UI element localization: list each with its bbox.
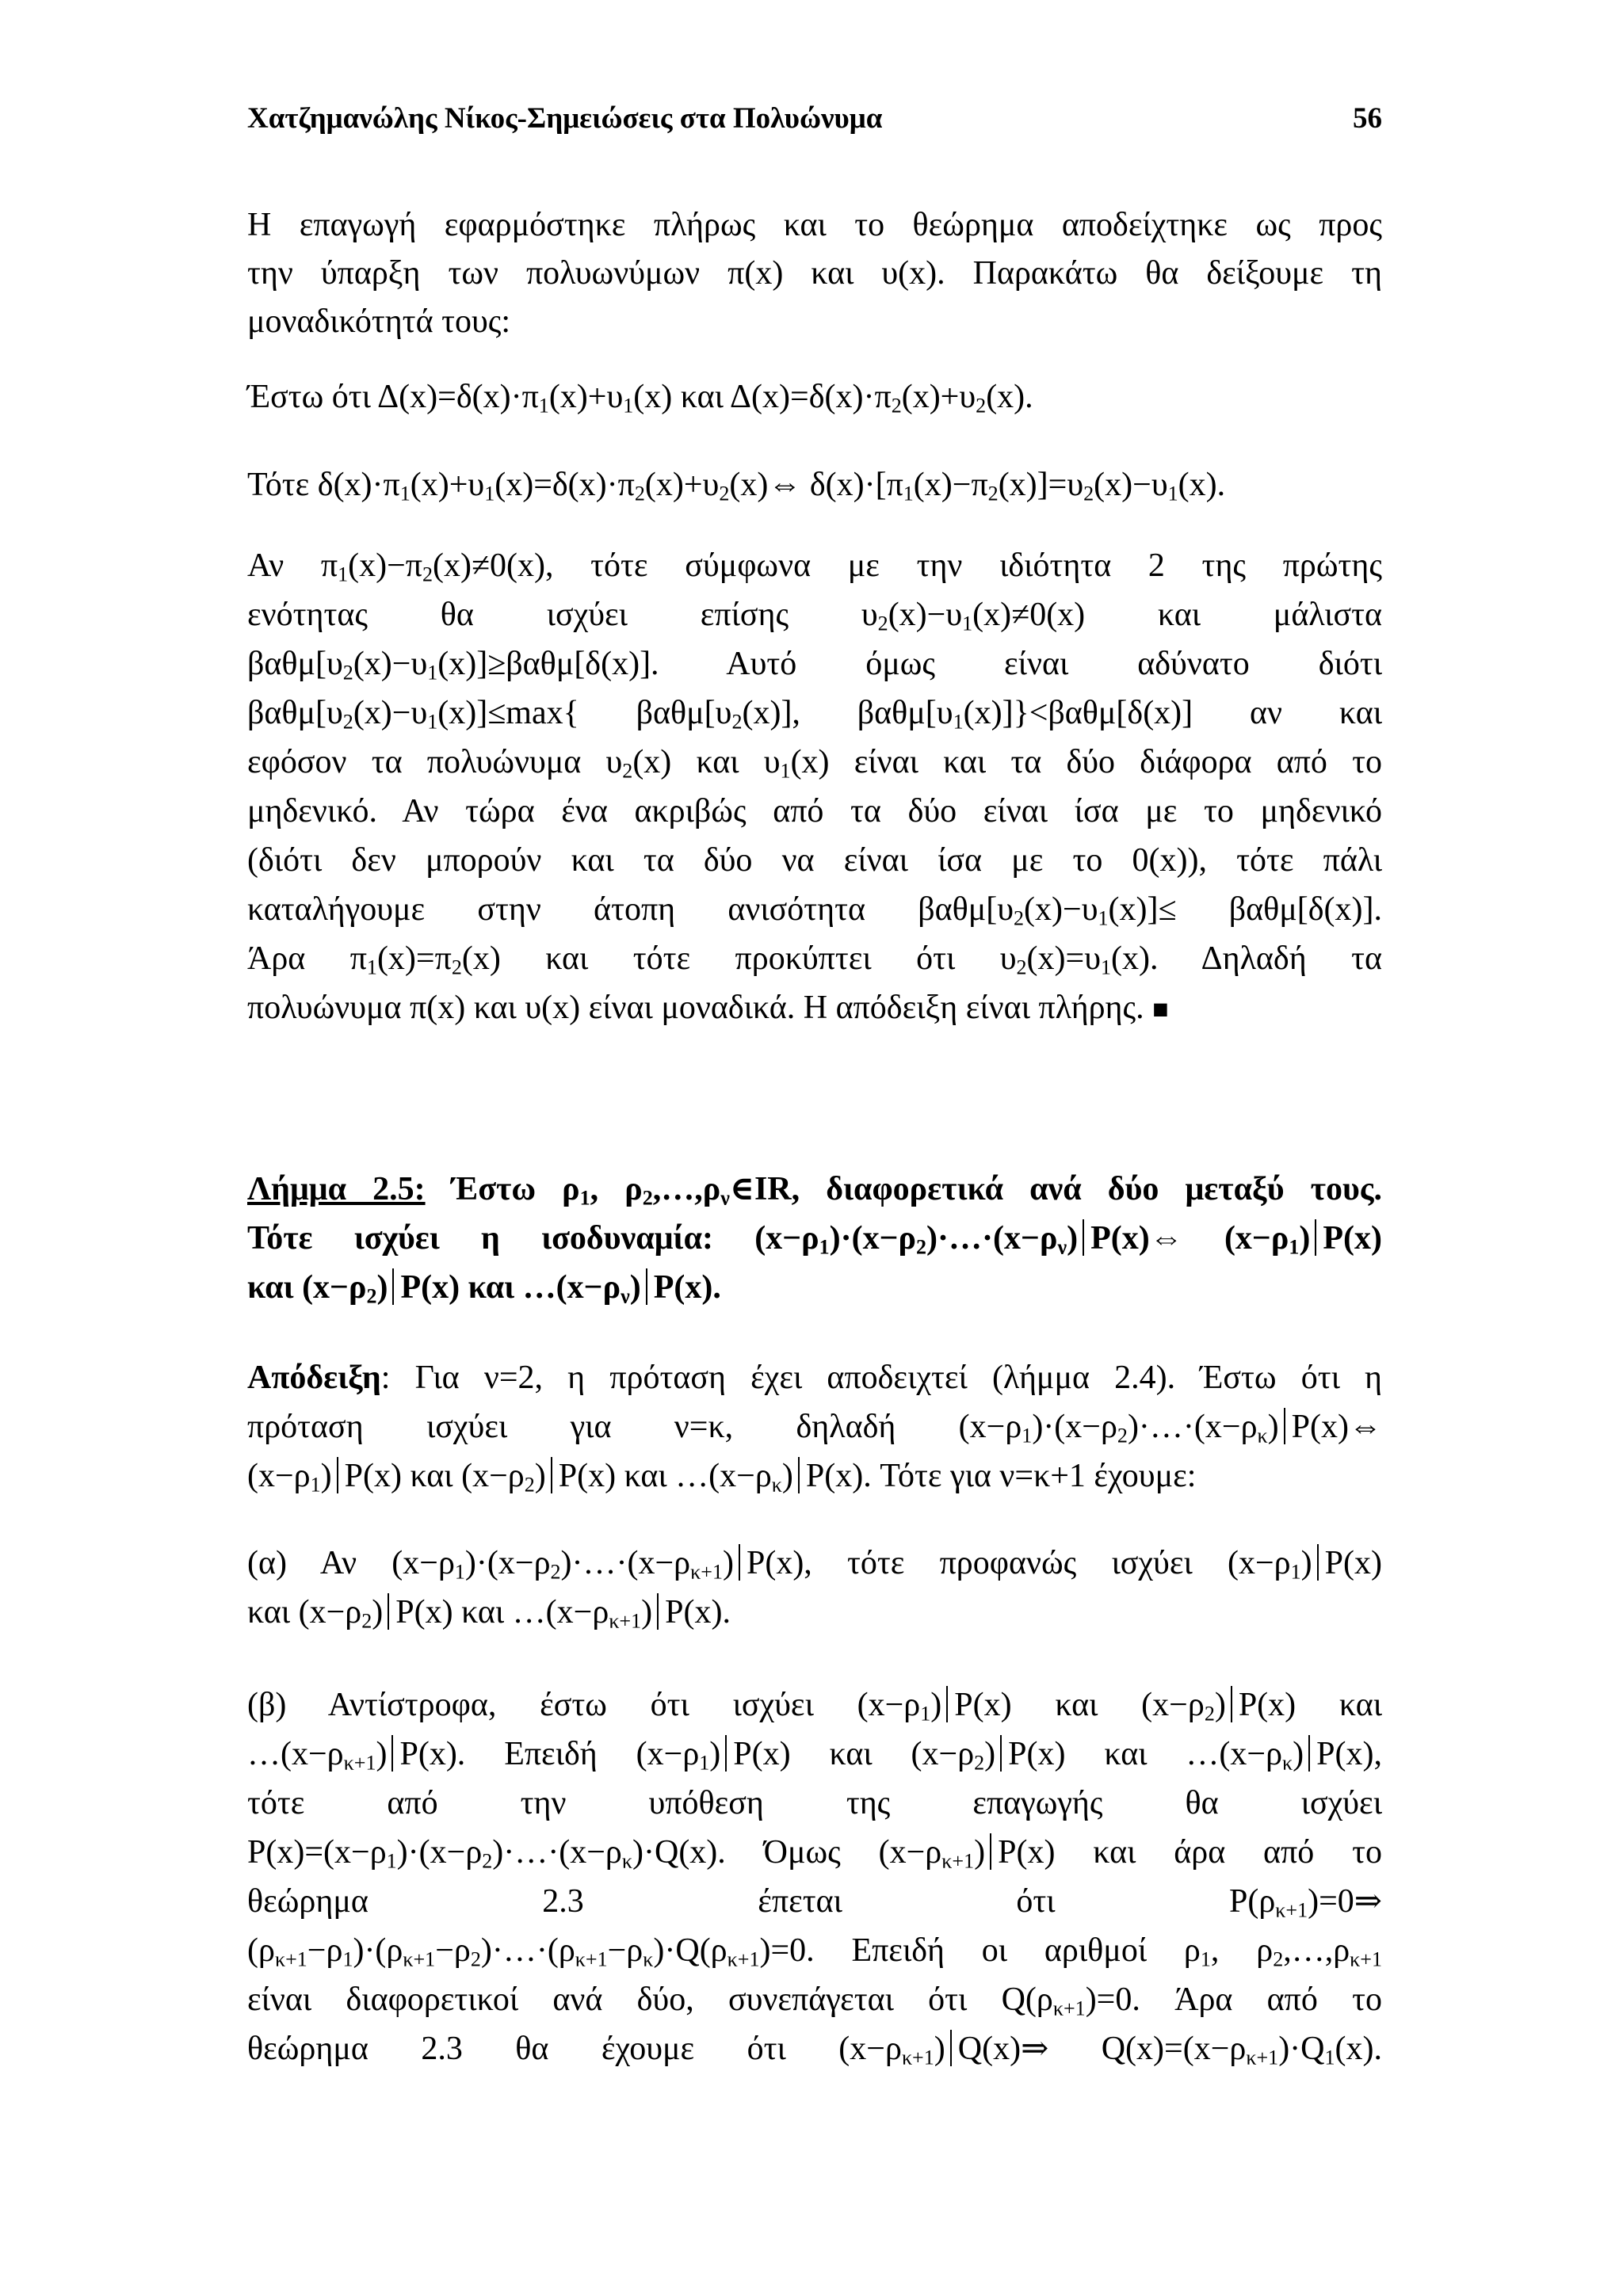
text-line: (διότι δεν μπορούν και τα δύο να είναι ίσα με το 0(x)), τότε πάλι — [247, 842, 1382, 879]
text-line: μηδενικό. Αν τώρα ένα ακριβώς από τα δύο είναι ίσα με το μηδενικό — [247, 793, 1382, 830]
text-line: (α) Αν $(x-\rho_1)\cdot(x-\rho_2)\cdot\dots\cdot(x-\rho_{\kappa+1})$ P(x), τότε προφανώς ισχύει $(x-\rho_1)$ P(x) — [247, 1545, 1382, 1584]
text-line: και $(x-\rho_2)$ P(x) και $\dots(x-\rho_{\kappa+1})$ P(x). — [247, 1594, 731, 1633]
text-line: $\beta\alpha\theta\mu[\upsilon_2(x)-\upsilon_1(x)]\le\max${ $\beta\alpha\theta\mu[\upsilon_2(x)]$, $\beta\alpha\theta\mu[\upsilon_1(x)]\}<\beta\alpha\theta\mu[\delta(x)]$ αν και — [247, 695, 1382, 734]
text-line: την ύπαρξη των πολυωνύμων π(x) και υ(x). Παρακάτω θα δείξουμε τη — [247, 255, 1382, 292]
text-line: Έστω ότι $\Delta(x)=\delta(x)\cdot\pi_1(x)+\upsilon_1(x)$ και $\Delta(x)=\delta(x)\cdot\pi_2(x)+\upsilon_2(x)$. — [247, 379, 1033, 418]
lemma-line: Λήμμα 2.5: Έστω $\rho_1$, $\rho_2,\dots,\rho_\nu\in IR$, διαφορετικά ανά δύο μεταξύ τους. — [247, 1171, 1382, 1210]
lemma-label: Λήμμα 2.5: — [247, 1171, 426, 1207]
text-line: καταλήγουμε στην άτοπη ανισότητα $\beta\alpha\theta\mu[\upsilon_2(x)-\upsilon_1(x)]\le \beta\alpha\theta\mu[\delta(x)]$. — [247, 891, 1382, 930]
text-line: Άρα $\pi_1(x)=\pi_2(x)$ και τότε προκύπτει ότι $\upsilon_2(x)=\upsilon_1(x)$. Δηλαδή τα — [247, 940, 1382, 979]
lemma-line: και $(x-\rho_2)$ P(x) και $\dots(x-\rho_\nu)$ P(x). — [247, 1269, 721, 1308]
page-header — [247, 93, 1382, 144]
text-line: είναι διαφορετικοί ανά δύο, συνεπάγεται ότι $Q(\rho_{\kappa+1})=0$. Άρα από το — [247, 1981, 1382, 2020]
text-line: τότε από την υπόθεση της επαγωγής θα ισχύει — [247, 1785, 1382, 1821]
text-line: $\dots(x-\rho_{\kappa+1})$ P(x). Επειδή $(x-\rho_1)$ P(x) και $(x-\rho_2)$ P(x) και $\dots(x-\rho_\kappa)$ P(x), — [247, 1736, 1382, 1775]
text-line: (β) Αντίστροφα, έστω ότι ισχύει $(x-\rho_1)$ P(x) και $(x-\rho_2)$ P(x) και — [247, 1687, 1382, 1726]
text-line: Απόδειξη: Για ν=2, η πρόταση έχει αποδειχτεί (λήμμα 2.4). Έστω ότι η — [247, 1360, 1382, 1396]
qed-square-icon: ■ — [1152, 995, 1169, 1024]
text-line: πρόταση ισχύει για ν=κ, δηλαδή $(x-\rho_1)\cdot(x-\rho_2)\cdot\dots\cdot(x-\rho_\kappa)$ P(x)⇔ — [247, 1409, 1382, 1447]
proof-label: Απόδειξη — [247, 1360, 381, 1396]
text-line: θεώρημα 2.3 έπεται ότι $P(\rho_{\kappa+1})=0\Rightarrow$ — [247, 1883, 1382, 1922]
text-line: $\beta\alpha\theta\mu[\upsilon_2(x)-\upsilon_1(x)]\ge\beta\alpha\theta\mu[\delta(x)]$. Αυτό όμως είναι αδύνατο διότι — [247, 646, 1382, 685]
text-line: Τότε $\delta(x)\cdot\pi_1(x)+\upsilon_1(x)=\delta(x)\cdot\pi_2(x)+\upsilon_2(x)\Leftrightarrow$ $\delta(x)\cdot[\pi_1(x)-\pi_2(x)]=\upsilon_2(x)-\upsilon_1(x)$. — [247, 467, 1226, 505]
lemma-line: Τότε ισχύει η ισοδυναμία: $(x-\rho_1)\cdot(x-\rho_2)\cdot\dots\cdot(x-\rho_\nu)$ P(x)⇔ $(x-\rho_1)$ P(x) — [247, 1220, 1382, 1259]
text-line: Η επαγωγή εφαρμόστηκε πλήρως και το θεώρημα αποδείχτηκε ως προς — [247, 207, 1382, 243]
text-line: $(\rho_{\kappa+1}-\rho_1)\cdot(\rho_{\kappa+1}-\rho_2)\cdot\dots\cdot(\rho_{\kappa+1}-\rho_\kappa)\cdot Q(\rho_{\kappa+1})=0$. Επειδή οι αριθμοί $\rho_1$, $\rho_2,\dots,\rho_{\kappa+1}$ — [247, 1932, 1382, 1971]
text-line: $(x-\rho_1)$ P(x) και $(x-\rho_2)$ P(x) και $\dots(x-\rho_\kappa)$ P(x). Τότε για ν=κ+1 έχουμε: — [247, 1458, 1197, 1497]
page-number: 56 — [1353, 102, 1382, 135]
text-line: ενότητας θα ισχύει επίσης $\upsilon_2(x)-\upsilon_1(x)\ne 0(x)$ και μάλιστα — [247, 597, 1383, 635]
text-line: μοναδικότητά τους: — [247, 303, 511, 340]
running-title: Χατζημανώλης Νίκος-Σημειώσεις στα Πολυώνυμα — [247, 102, 883, 135]
text-line: $P(x)=(x-\rho_1)\cdot(x-\rho_2)\cdot\dots\cdot(x-\rho_\kappa)\cdot Q(x)$. Όμως $(x-\rho_{\kappa+1})$ P(x) και άρα από το — [247, 1834, 1382, 1873]
text-line: Αν $\pi_1(x)-\pi_2(x)\ne 0(x)$, τότε σύμφωνα με την ιδιότητα 2 της πρώτης — [247, 547, 1382, 586]
text-line: εφόσον τα πολυώνυμα $\upsilon_2(x)$ και $\upsilon_1(x)$ είναι και τα δύο διάφορα από το — [247, 744, 1382, 783]
text-line: θεώρημα 2.3 θα έχουμε ότι $(x-\rho_{\kappa+1})$ Q(x)⇒ $Q(x)=(x-\rho_{\kappa+1})\cdot Q_1(x)$. — [247, 2031, 1382, 2069]
text-line: πολυώνυμα π(x) και υ(x) είναι μοναδικά. Η απόδειξη είναι πλήρης. ■ — [247, 990, 1169, 1026]
